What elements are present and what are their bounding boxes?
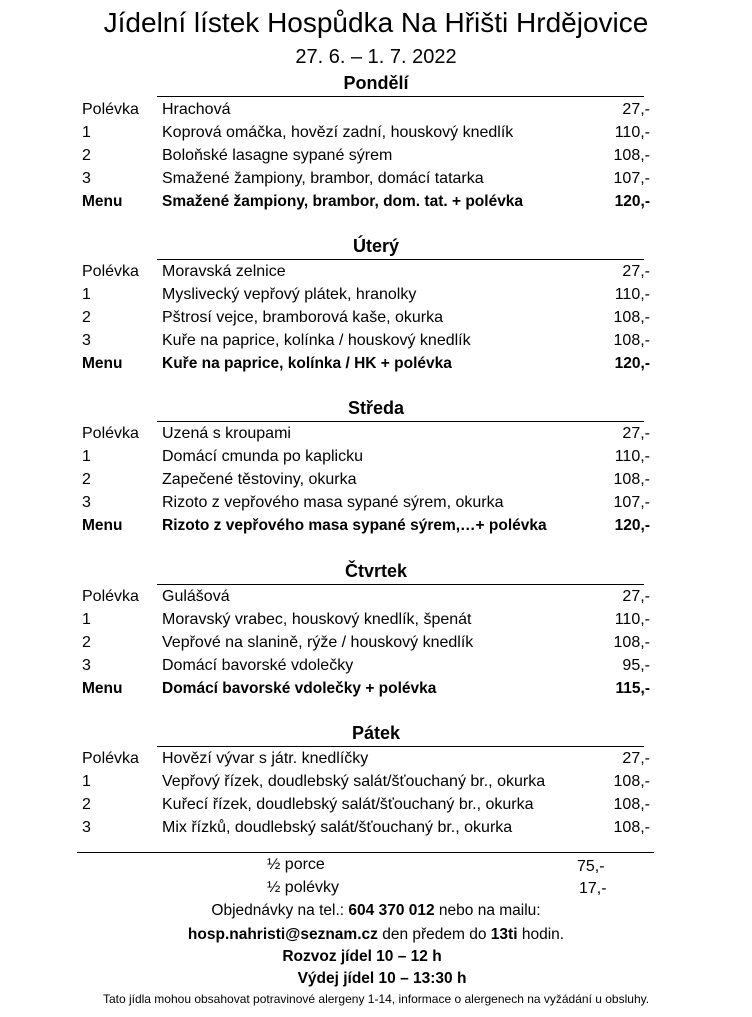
dish-name: Myslivecký vepřový plátek, hranolky <box>162 286 417 303</box>
day-underline <box>157 584 644 585</box>
dish-name: Moravský vrabec, houskový knedlík, špenát <box>162 611 472 628</box>
dish-price: 110,- <box>614 286 650 303</box>
half-portion-label: ½ porce <box>267 856 325 873</box>
dish-price: 108,- <box>613 819 650 836</box>
half-soup-label: ½ polévky <box>267 879 340 896</box>
dish-price: 27,- <box>622 588 650 605</box>
dish-name: Kuře na paprice, kolínka / HK + polévka <box>162 355 452 372</box>
menu-row-combo <box>0 515 752 537</box>
half-portion-price: 75,- <box>577 858 605 875</box>
pickup-hours: Výdej jídel 10 – 13:30 h <box>297 970 467 987</box>
dish-price: 95,- <box>622 657 650 674</box>
dish-price: 107,- <box>613 494 650 511</box>
dish-price: 120,- <box>614 355 650 372</box>
row-label: 1 <box>82 124 91 141</box>
day-underline <box>157 746 644 747</box>
row-label: Menu <box>82 355 123 372</box>
menu-row <box>0 794 752 816</box>
dish-name: Vepřový řízek, doudlebský salát/šťouchaný br., okurka <box>162 773 546 790</box>
row-label: 2 <box>82 634 91 651</box>
dish-price: 27,- <box>622 425 650 442</box>
row-label: 2 <box>82 147 91 164</box>
day-heading-monday: Pondělí <box>343 73 409 93</box>
dish-name: Rizoto z vepřového masa sypané sýrem, okurka <box>162 494 504 511</box>
menu-row <box>0 469 752 491</box>
email-address[interactable]: hosp.nahristi@seznam.cz <box>187 926 378 943</box>
dish-name: Domácí bavorské vdolečky <box>162 657 354 674</box>
dish-name: Domácí cmunda po kaplicku <box>162 448 363 465</box>
row-label: 2 <box>82 471 91 488</box>
menu-row <box>0 655 752 677</box>
dish-price: 110,- <box>614 448 650 465</box>
half-soup-price: 17,- <box>579 880 607 897</box>
day-heading-friday: Pátek <box>351 723 401 743</box>
dish-name: Domácí bavorské vdolečky + polévka <box>162 680 437 697</box>
row-label: Menu <box>82 680 123 697</box>
menu-row <box>0 145 752 167</box>
row-label: Menu <box>82 193 123 210</box>
advance-text: den předem do <box>382 926 487 943</box>
day-heading-wednesday: Středa <box>347 398 405 418</box>
menu-row <box>0 586 752 608</box>
menu-row <box>0 609 752 631</box>
menu-row <box>0 168 752 190</box>
menu-row-combo <box>0 353 752 375</box>
menu-row <box>0 771 752 793</box>
dish-price: 108,- <box>613 309 650 326</box>
dish-price: 108,- <box>613 332 650 349</box>
menu-dates: 27. 6. – 1. 7. 2022 <box>295 46 457 68</box>
dish-price: 108,- <box>613 147 650 164</box>
menu-row-combo <box>0 191 752 213</box>
dish-name: Zapečené těstoviny, okurka <box>162 471 357 488</box>
dish-name: Mix řízků, doudlebský salát/šťouchaný br., okurka <box>162 819 513 836</box>
dish-price: 108,- <box>613 796 650 813</box>
menu-row <box>0 261 752 283</box>
email-line <box>0 924 752 946</box>
orders-line <box>0 900 752 922</box>
day-heading-thursday: Čtvrtek <box>344 561 408 581</box>
dish-price: 120,- <box>614 517 650 534</box>
orders-text: Objednávky na tel.: <box>211 902 345 919</box>
dish-price: 108,- <box>613 773 650 790</box>
row-label: 1 <box>82 448 91 465</box>
dish-name: Koprová omáčka, hovězí zadní, houskový knedlík <box>162 124 514 141</box>
dish-name: Moravská zelnice <box>162 263 286 280</box>
dish-price: 27,- <box>622 263 650 280</box>
row-label: Menu <box>82 517 123 534</box>
menu-row <box>0 284 752 306</box>
day-underline <box>157 96 644 97</box>
menu-row <box>0 748 752 770</box>
menu-row <box>0 122 752 144</box>
dish-price: 27,- <box>622 750 650 767</box>
dish-name: Hovězí vývar s játr. knedlíčky <box>162 750 369 767</box>
row-label: Polévka <box>82 425 139 442</box>
menu-row <box>0 99 752 121</box>
row-label: 1 <box>82 611 91 628</box>
menu-row <box>0 446 752 468</box>
menu-row <box>0 307 752 329</box>
menu-row-combo <box>0 678 752 700</box>
menu-row <box>0 330 752 352</box>
dish-price: 115,- <box>615 680 650 697</box>
dish-price: 27,- <box>622 101 650 118</box>
row-label: Polévka <box>82 263 139 280</box>
dish-name: Rizoto z vepřového masa sypané sýrem,…+ polévka <box>162 517 547 534</box>
dish-name: Smažené žampiony, brambor, dom. tat. + polévka <box>162 193 524 210</box>
dish-name: Kuřecí řízek, doudlebský salát/šťouchaný br., okurka <box>162 796 534 813</box>
menu-row <box>0 632 752 654</box>
row-label: 1 <box>82 286 91 303</box>
row-label: 2 <box>82 796 91 813</box>
dish-price: 107,- <box>613 170 650 187</box>
menu-row <box>0 423 752 445</box>
phone-number[interactable]: 604 370 012 <box>348 902 435 919</box>
dish-name: Boloňské lasagne sypané sýrem <box>162 147 393 164</box>
row-label: 3 <box>82 657 91 674</box>
row-label: 2 <box>82 309 91 326</box>
dish-name: Hrachová <box>162 101 231 118</box>
dish-price: 120,- <box>614 193 650 210</box>
menu-row <box>0 817 752 839</box>
dish-name: Kuře na paprice, kolínka / houskový knedlík <box>162 332 471 349</box>
dish-price: 108,- <box>613 471 650 488</box>
day-underline <box>157 421 644 422</box>
dish-name: Uzená s kroupami <box>162 425 291 442</box>
menu-row <box>0 492 752 514</box>
orders-mail-text: nebo na mailu: <box>438 902 541 919</box>
row-label: Polévka <box>82 101 139 118</box>
row-label: 3 <box>82 170 91 187</box>
advance-hour: 13ti <box>490 926 518 943</box>
menu-title: Jídelní lístek Hospůdka Na Hřišti Hrdějovice <box>103 7 649 38</box>
allergen-note: Tato jídla mohou obsahovat potravinové alergeny 1-14, informace o alergenech na vyžádání u obsluhy. <box>102 992 650 1006</box>
row-label: 3 <box>82 494 91 511</box>
row-label: 3 <box>82 332 91 349</box>
dish-price: 110,- <box>614 124 650 141</box>
dish-name: Smažené žampiony, brambor, domácí tatarka <box>162 170 484 187</box>
day-heading-tuesday: Úterý <box>352 236 400 256</box>
row-label: Polévka <box>82 588 139 605</box>
dish-price: 108,- <box>613 634 650 651</box>
row-label: 1 <box>82 773 91 790</box>
delivery-hours: Rozvoz jídel 10 – 12 h <box>282 948 442 965</box>
separator-line <box>77 852 654 853</box>
dish-name: Pštrosí vejce, bramborová kaše, okurka <box>162 309 444 326</box>
dish-name: Vepřové na slanině, rýže / houskový knedlík <box>162 634 474 651</box>
dish-price: 110,- <box>614 611 650 628</box>
row-label: Polévka <box>82 750 139 767</box>
day-underline <box>157 259 644 260</box>
row-label: 3 <box>82 819 91 836</box>
advance-suffix: hodin. <box>521 926 565 943</box>
dish-name: Gulášová <box>162 588 230 605</box>
